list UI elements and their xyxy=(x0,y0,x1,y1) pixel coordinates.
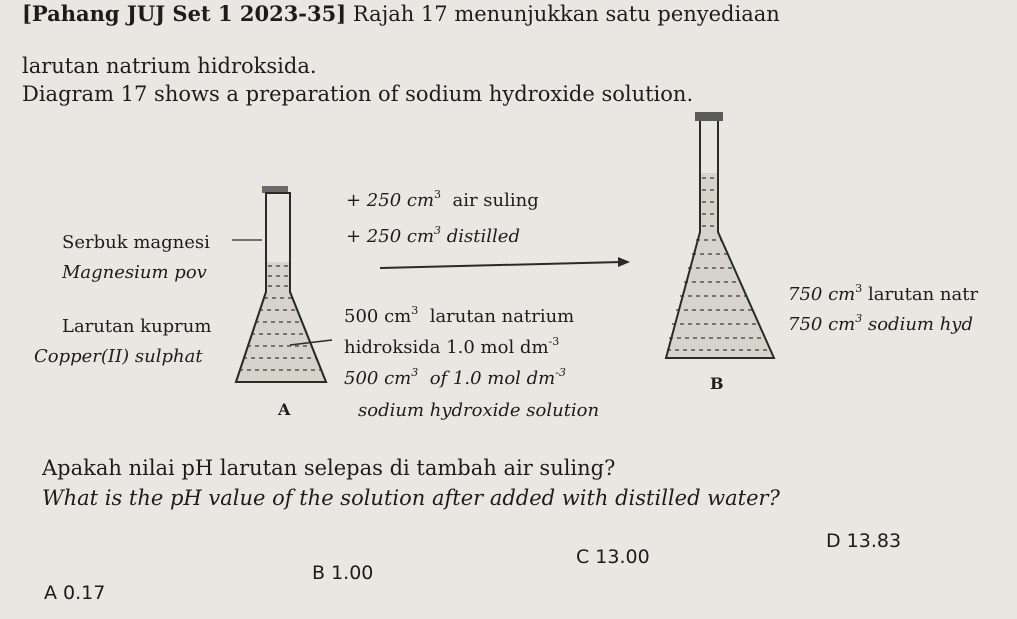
option-d[interactable]: D 13.83 xyxy=(826,530,902,552)
option-c[interactable]: C 13.00 xyxy=(576,546,650,568)
added-water-malay: + 250 $cm^3$ air suling xyxy=(346,188,539,211)
option-b[interactable]: B 1.00 xyxy=(312,562,374,584)
label-copper-sulphate-malay: Larutan kuprum xyxy=(62,316,212,337)
solution-a-english-line2: sodium hydroxide solution xyxy=(358,400,600,421)
flask-b-label: B xyxy=(710,374,724,393)
solution-a-malay-line1: 500 $cm^3$ larutan natrium xyxy=(344,304,575,327)
question-prompt-english: What is the pH value of the solution after added with distilled water? xyxy=(42,486,780,510)
solution-b-english: 750 $cm^3$ sodium hyd xyxy=(788,312,973,335)
flask-a-label: A xyxy=(278,400,291,419)
label-copper-sulphate-english: Copper(II) sulphat xyxy=(34,346,203,367)
option-a[interactable]: A 0.17 xyxy=(44,582,106,604)
question-intro-english: Diagram 17 shows a preparation of sodium hydroxide solution. xyxy=(22,82,694,106)
solution-a-malay-line2: hidroksida 1.0 mol $dm^{-3}$ xyxy=(344,335,560,358)
question-intro-malay-cont: larutan natrium hidroksida. xyxy=(22,54,317,78)
label-magnesium-powder-english: Magnesium pov xyxy=(62,262,207,283)
volumetric-flask-b-icon xyxy=(666,112,774,358)
solution-a-english-line1: 500 $cm^3$ of 1.0 mol $dm^{-3}$ xyxy=(344,366,566,389)
label-magnesium-powder-malay: Serbuk magnesi xyxy=(62,232,210,253)
added-water-english: + 250 $cm^3$ distilled xyxy=(346,224,520,247)
question-prompt-malay: Apakah nilai pH larutan selepas di tambah air suling? xyxy=(42,456,616,480)
question-intro-malay: Rajah 17 menunjukkan satu penyediaan xyxy=(352,2,780,26)
arrow-icon xyxy=(380,257,630,268)
solution-b-malay: 750 $cm^3$ larutan natr xyxy=(788,282,979,305)
volumetric-flask-a-icon xyxy=(236,186,326,382)
question-source: [Pahang JUJ Set 1 2023-35] xyxy=(22,1,347,26)
